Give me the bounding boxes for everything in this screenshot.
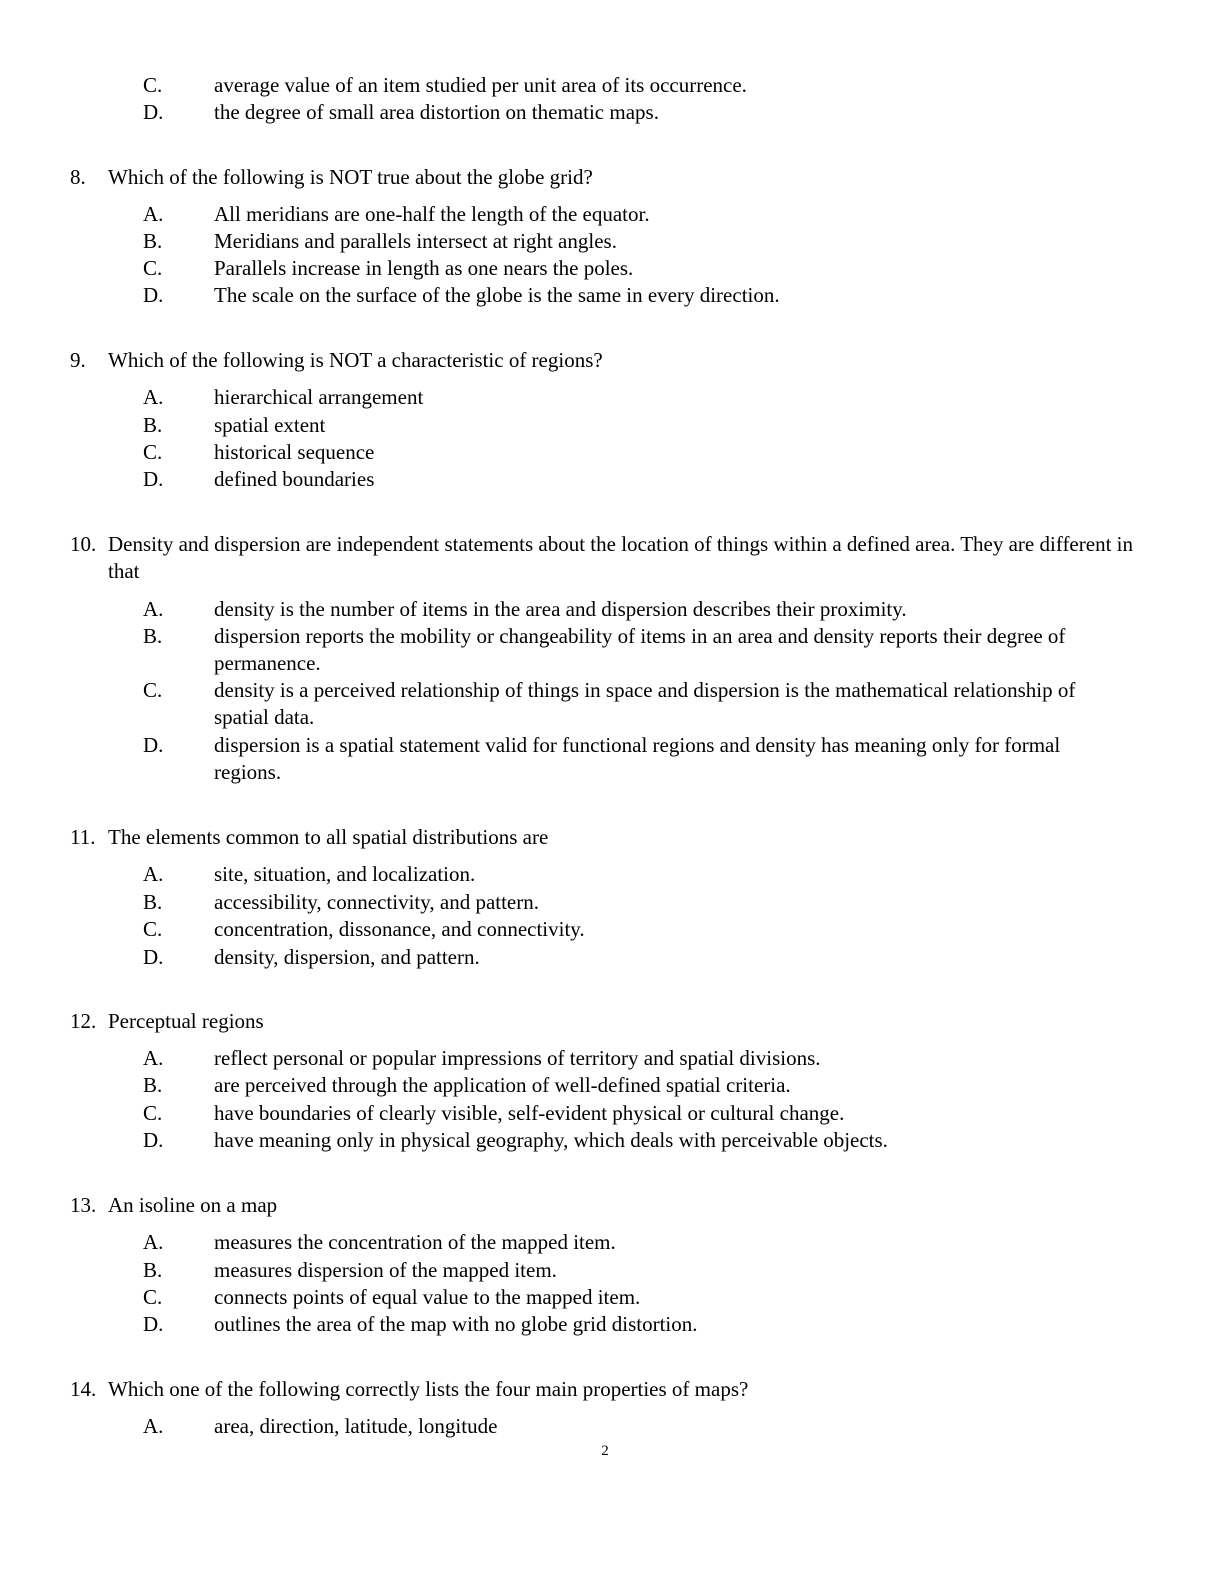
option-letter: B. <box>143 413 163 437</box>
option-letter: B. <box>143 1073 163 1097</box>
option <box>143 201 1103 228</box>
option-text: density, dispersion, and pattern. <box>214 945 480 969</box>
option-text: reflect personal or popular impressions of territory and spatial divisions. <box>214 1046 821 1070</box>
option-text: outlines the area of the map with no globe grid distortion. <box>214 1312 698 1336</box>
page-number: 2 <box>601 1443 609 1459</box>
question <box>70 531 1150 585</box>
option-letter: D. <box>143 945 164 969</box>
question-text: Which of the following is NOT a characteristic of regions? <box>108 348 603 372</box>
option-letter: A. <box>143 202 164 226</box>
question <box>70 164 1150 191</box>
option <box>143 282 1103 309</box>
question <box>70 347 1150 374</box>
option-text: average value of an item studied per unit area of its occurrence. <box>214 73 747 97</box>
option-text: have meaning only in physical geography, which deals with perceivable objects. <box>214 1128 888 1152</box>
option-letter: B. <box>143 624 163 648</box>
option <box>143 1072 1103 1099</box>
option-text: Meridians and parallels intersect at right angles. <box>214 229 617 253</box>
option-letter: C. <box>143 917 163 941</box>
option-letter: A. <box>143 597 164 621</box>
question <box>70 1008 1150 1035</box>
option-letter: C. <box>143 1285 163 1309</box>
option-letter: C. <box>143 256 163 280</box>
question-number: 14. <box>70 1377 97 1401</box>
question <box>70 1376 1150 1403</box>
option-letter: D. <box>143 283 164 307</box>
question-number: 10. <box>70 532 97 556</box>
option-text: density is the number of items in the area and dispersion describes their proximity. <box>214 597 907 621</box>
option <box>143 1100 1103 1127</box>
option-text: dispersion is a spatial statement valid for functional regions and density has meaning only for formal regions. <box>214 733 1061 784</box>
question-number: 9. <box>70 348 86 372</box>
option-letter: C. <box>143 73 163 97</box>
option <box>143 596 1103 623</box>
option-letter: A. <box>143 1230 164 1254</box>
option <box>143 1284 1103 1311</box>
question-text: Density and dispersion are independent statements about the location of things within a defined area. They are different in that <box>108 532 1133 583</box>
question-text: Which one of the following correctly lists the four main properties of maps? <box>108 1377 749 1401</box>
option <box>143 1311 1103 1338</box>
option-text: dispersion reports the mobility or changeability of items in an area and density reports their degree of permanence. <box>214 624 1066 675</box>
option <box>143 732 1103 786</box>
option-letter: B. <box>143 890 163 914</box>
option-text: connects points of equal value to the mapped item. <box>214 1285 641 1309</box>
option-letter: B. <box>143 1258 163 1282</box>
option <box>143 1229 1103 1256</box>
option-letter: D. <box>143 733 164 757</box>
option <box>143 384 1103 411</box>
option-letter: C. <box>143 1101 163 1125</box>
option-text: accessibility, connectivity, and pattern. <box>214 890 539 914</box>
question-number: 13. <box>70 1193 97 1217</box>
question <box>70 824 1150 851</box>
option <box>143 944 1103 971</box>
option <box>143 412 1103 439</box>
option-text: defined boundaries <box>214 467 375 491</box>
option-text: All meridians are one-half the length of the equator. <box>214 202 650 226</box>
option-text: concentration, dissonance, and connectivity. <box>214 917 585 941</box>
option <box>143 889 1103 916</box>
option <box>143 623 1103 677</box>
option <box>143 677 1103 731</box>
option <box>143 1413 1103 1440</box>
option-text: the degree of small area distortion on thematic maps. <box>214 100 659 124</box>
option <box>143 466 1103 493</box>
option <box>143 1045 1103 1072</box>
option-text: density is a perceived relationship of things in space and dispersion is the mathematical relationship of spatial data. <box>214 678 1076 729</box>
question-number: 12. <box>70 1009 97 1033</box>
question-text: Perceptual regions <box>108 1009 264 1033</box>
option-text: area, direction, latitude, longitude <box>214 1414 498 1438</box>
option-text: site, situation, and localization. <box>214 862 476 886</box>
option <box>143 1257 1103 1284</box>
option-text: measures dispersion of the mapped item. <box>214 1258 557 1282</box>
option <box>143 255 1103 282</box>
option-letter: A. <box>143 385 164 409</box>
question-text: Which of the following is NOT true about the globe grid? <box>108 165 593 189</box>
option-letter: D. <box>143 1128 164 1152</box>
option-text: Parallels increase in length as one nears the poles. <box>214 256 634 280</box>
question-number: 8. <box>70 165 86 189</box>
option-letter: A. <box>143 1046 164 1070</box>
option-text: have boundaries of clearly visible, self-evident physical or cultural change. <box>214 1101 845 1125</box>
option-7c <box>143 72 1103 99</box>
option <box>143 1127 1103 1154</box>
option-7d <box>143 99 1103 126</box>
option-letter: D. <box>143 467 164 491</box>
option <box>143 439 1103 466</box>
option-letter: C. <box>143 440 163 464</box>
option-text: are perceived through the application of well-defined spatial criteria. <box>214 1073 791 1097</box>
question-text: The elements common to all spatial distributions are <box>108 825 549 849</box>
option-text: The scale on the surface of the globe is the same in every direction. <box>214 283 780 307</box>
option-text: hierarchical arrangement <box>214 385 424 409</box>
option-text: measures the concentration of the mapped item. <box>214 1230 616 1254</box>
option <box>143 916 1103 943</box>
question <box>70 1192 1150 1219</box>
option-letter: B. <box>143 229 163 253</box>
option <box>143 861 1103 888</box>
option-letter: A. <box>143 862 164 886</box>
question-number: 11. <box>70 825 96 849</box>
option-letter: C. <box>143 678 163 702</box>
option-letter: D. <box>143 100 164 124</box>
option-text: spatial extent <box>214 413 326 437</box>
option-letter: A. <box>143 1414 164 1438</box>
question-text: An isoline on a map <box>108 1193 278 1217</box>
option <box>143 228 1103 255</box>
option-letter: D. <box>143 1312 164 1336</box>
option-text: historical sequence <box>214 440 375 464</box>
